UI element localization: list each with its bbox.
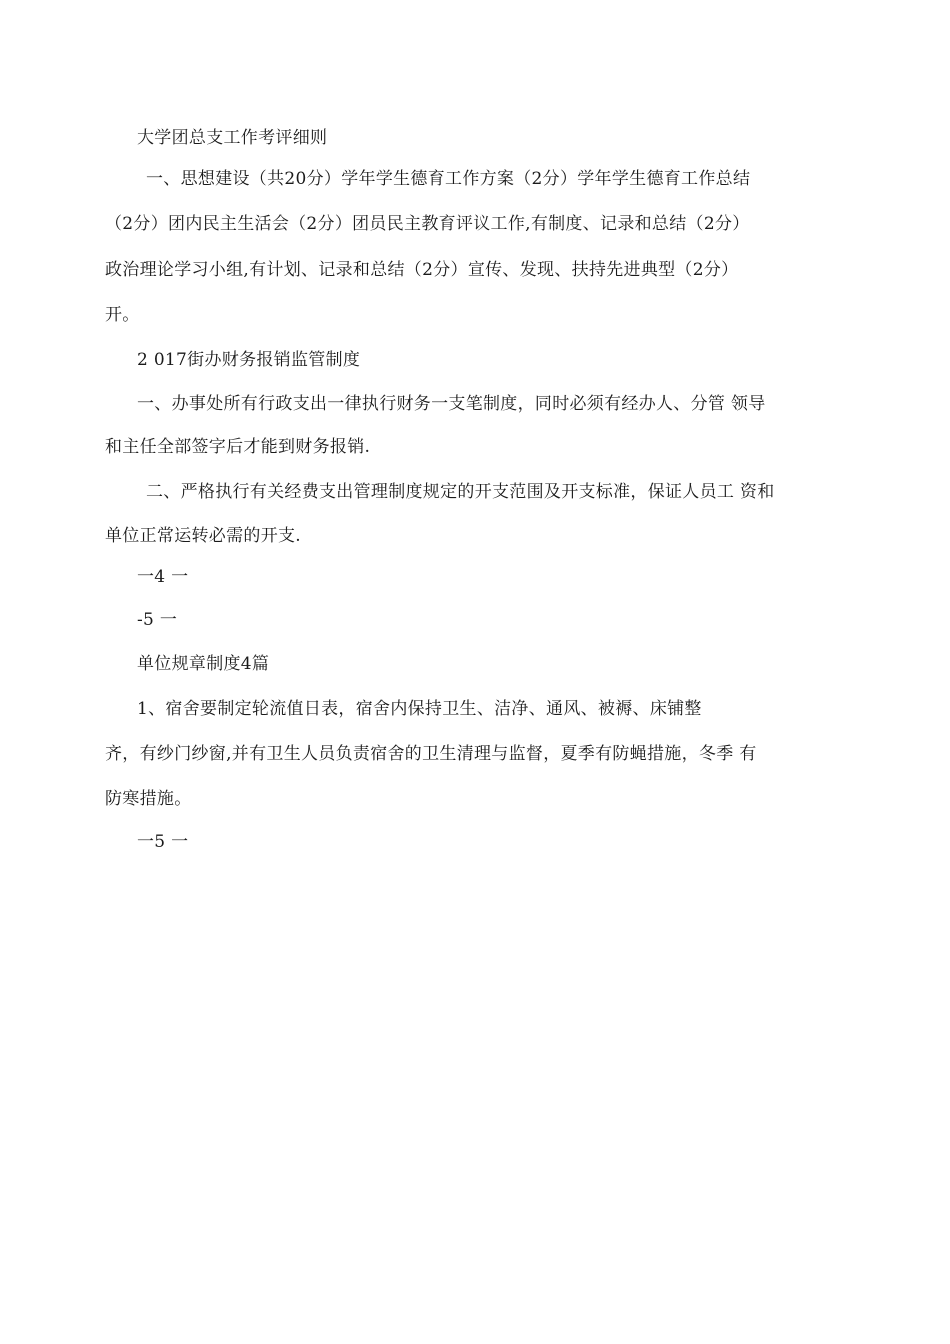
section-heading: 单位规章制度4篇 xyxy=(137,654,270,674)
paragraph-line: 一、办事处所有行政支出一律执行财务一支笔制度，同时必须有经办人、分管 领导 xyxy=(137,394,766,414)
paragraph-line: 开。 xyxy=(105,305,140,325)
page-number: -5 一 xyxy=(137,610,178,630)
page-number: 一4 一 xyxy=(137,567,189,587)
paragraph-line: 齐，有纱门纱窗,并有卫生人员负责宿舍的卫生清理与监督，夏季有防蝇措施，冬季 有 xyxy=(105,744,757,764)
paragraph-line: 一、思想建设（共20分）学年学生德育工作方案（2分）学年学生德育工作总结 xyxy=(146,169,751,189)
paragraph-line: 政治理论学习小组,有计划、记录和总结（2分）宣传、发现、扶持先进典型（2分） xyxy=(105,260,739,280)
section-heading: 2 017街办财务报销监管制度 xyxy=(137,350,361,370)
page-number: 一5 一 xyxy=(137,832,189,852)
paragraph-line: 单位正常运转必需的开支. xyxy=(105,526,302,546)
paragraph-line: （2分）团内民主生活会（2分）团员民主教育评议工作,有制度、记录和总结（2分） xyxy=(105,214,750,234)
paragraph-line: 和主任全部签字后才能到财务报销. xyxy=(105,437,371,457)
paragraph-line: 防寒措施。 xyxy=(105,789,192,809)
document-title: 大学团总支工作考评细则 xyxy=(137,128,328,148)
paragraph-line: 二、严格执行有关经费支出管理制度规定的开支范围及开支标准，保证人员工 资和 xyxy=(146,482,775,502)
paragraph-line: 1、宿舍要制定轮流值日表，宿舍内保持卫生、洁净、通风、被褥、床铺整 xyxy=(137,699,702,719)
